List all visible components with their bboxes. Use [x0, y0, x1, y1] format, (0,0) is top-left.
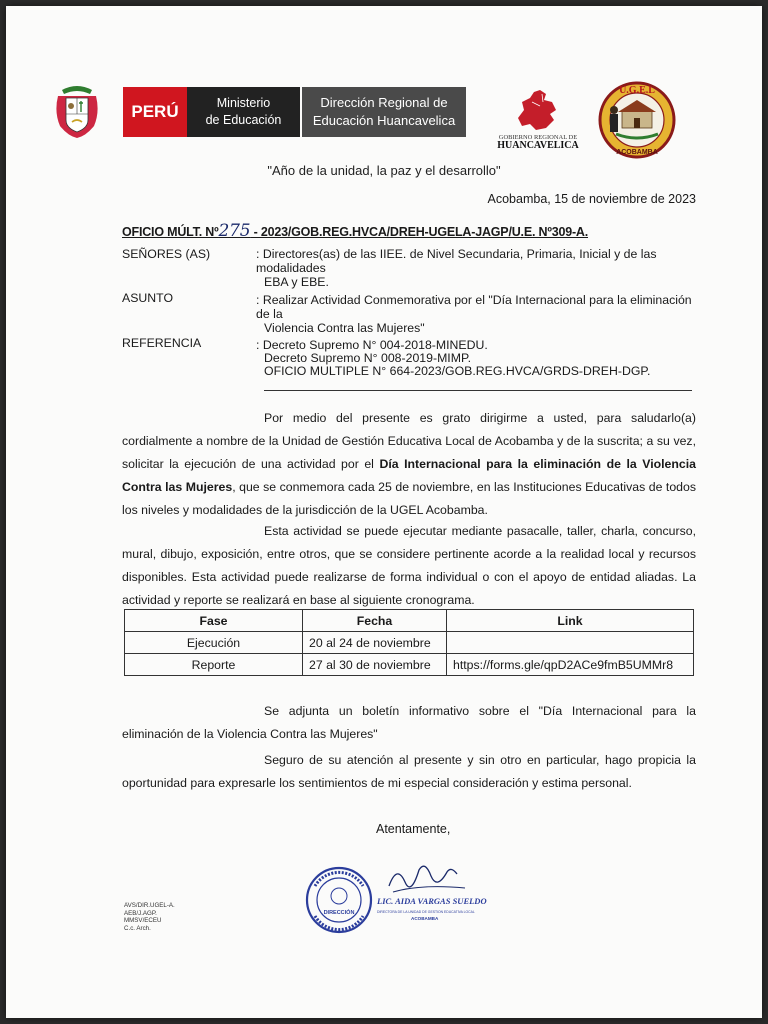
- p1-text-b: , que se conmemora cada 25 de noviembre, en las Instituciones Educativas de todos los niveles y modalidades de la jurisdicción de la UGEL Acobamba.: [122, 480, 696, 517]
- p2-text: Esta actividad se puede ejecutar mediante pasacalle, taller, charla, concurso, mural, dibujo, exposición, entre otros, que se considere pertinente acorde a la realidad local y recursos disponibles. Esta actividad puede realizarse de forma individual o con el apoyo de entidad aliadas. La actividad y reporte se realizará en base al siguiente cronograma.: [122, 524, 696, 607]
- referencia-label: REFERENCIA: [122, 336, 202, 350]
- direccion-line1: Dirección Regional de: [320, 95, 448, 110]
- body-paragraph-3: [122, 700, 696, 746]
- referencia-value: [256, 339, 696, 378]
- gobierno-regional-logo: [490, 88, 586, 154]
- p1-bold: Día Internacional para la eliminación de la Violencia Contra las Mujeres: [122, 457, 696, 494]
- body-paragraph-2: [122, 520, 696, 612]
- oficio-handwritten-number: 275: [218, 221, 251, 241]
- table-cell: [447, 632, 694, 654]
- oficio-prefix: OFICIO MÚLT. Nº: [122, 225, 219, 239]
- ministerio-line1: Ministerio: [216, 96, 271, 110]
- footer-initials: [124, 902, 175, 932]
- direccion-regional-label: [302, 87, 466, 137]
- asunto-line1: : Realizar Actividad Conmemorativa por el "Día Internacional para la eliminación de la: [256, 293, 692, 321]
- table-cell: 27 al 30 de noviembre: [303, 654, 447, 676]
- svg-text:U.G.E.L: U.G.E.L: [619, 85, 655, 96]
- schedule-table: [124, 609, 694, 676]
- document-page: [6, 6, 762, 1018]
- table-cell: 20 al 24 de noviembre: [303, 632, 447, 654]
- table-header-fase: Fase: [125, 610, 303, 632]
- svg-text:LIC. AIDA VARGAS SUELDO: LIC. AIDA VARGAS SUELDO: [377, 896, 487, 906]
- table-cell: Reporte: [125, 654, 303, 676]
- table-row: [125, 654, 694, 676]
- peru-coat-of-arms-icon: [54, 82, 100, 140]
- oficio-reference: [122, 221, 588, 241]
- senores-label: SEÑORES (AS): [122, 247, 211, 261]
- svg-text:DIRECCIÓN: DIRECCIÓN: [323, 910, 355, 916]
- direccion-line2: Educación Huancavelica: [312, 113, 456, 128]
- senores-line1: : Directores(as) de las IIEE. de Nivel Secundaria, Primaria, Inicial y de las modalidades: [256, 247, 657, 275]
- p4-text: Seguro de su atención al presente y sin otro en particular, hago propicia la oportunidad para expresarle los sentimientos de mi especial consideración y estima personal.: [122, 753, 696, 790]
- asunto-value: [256, 293, 696, 335]
- initials-line: AEB/J.AGP.: [124, 909, 157, 917]
- peru-label: PERÚ: [123, 87, 187, 137]
- gobierno-text: GOBIERNO REGIONAL DE: [498, 134, 578, 141]
- p1-text-a: Por medio del presente es grato dirigirme a usted, para saludarlo(a) cordialmente a nombre de la Unidad de Gestión Educativa Local de Acobamba y de la suscrita; a su vez, solicitar la ejecución de una actividad por el: [122, 411, 696, 471]
- body-paragraph-1: [122, 407, 696, 522]
- senores-value: [256, 247, 696, 289]
- document-date: Acobamba, 15 de noviembre de 2023: [487, 192, 696, 206]
- ministerio-label: [187, 87, 300, 137]
- table-header-row: [125, 610, 694, 632]
- svg-text:ACOBAMBA: ACOBAMBA: [411, 916, 439, 921]
- year-motto: "Año de la unidad, la paz y el desarrollo": [267, 163, 501, 178]
- signature-and-seal: [301, 856, 491, 936]
- closing-text: Atentamente,: [376, 822, 451, 836]
- asunto-label: ASUNTO: [122, 291, 174, 305]
- initials-line: MMSV/ECEU: [124, 917, 162, 924]
- initials-line: AVS/DIR.UGEL-A.: [124, 902, 175, 909]
- table-cell: Ejecución: [125, 632, 303, 654]
- official-seal-icon: [307, 868, 371, 932]
- initials-line: C.c. Arch.: [124, 924, 151, 932]
- oficio-suffix: - 2023/GOB.REG.HVCA/DREH-UGELA-JAGP/U.E. Nº309-A.: [250, 225, 589, 239]
- p3-text: Se adjunta un boletín informativo sobre el "Día Internacional para la eliminación de la Violencia Contra las Mujeres": [122, 704, 696, 741]
- referencia-line2: Decreto Supremo N° 008-2019-MIMP.: [264, 351, 471, 365]
- ministerio-line2: de Educación: [205, 113, 282, 127]
- handwritten-signature-icon: [389, 866, 465, 892]
- huancavelica-text: HUANCAVELICA: [497, 140, 579, 151]
- huancavelica-map-icon: [512, 88, 564, 134]
- table-header-fecha: Fecha: [303, 610, 447, 632]
- referencia-line1: : Decreto Supremo N° 004-2018-MINEDU.: [256, 338, 488, 352]
- referencia-line3: OFICIO MULTIPLE N° 664-2023/GOB.REG.HVCA/GRDS-DREH-DGP.: [264, 364, 651, 378]
- asunto-line2: Violencia Contra las Mujeres": [264, 321, 425, 335]
- senores-line2: EBA y EBE.: [264, 275, 329, 289]
- svg-text:ACOBAMBA: ACOBAMBA: [616, 149, 658, 156]
- table-header-link: Link: [447, 610, 694, 632]
- table-row: [125, 632, 694, 654]
- separator-line: [264, 390, 692, 391]
- ugel-acobamba-logo-icon: [596, 80, 678, 160]
- body-paragraph-4: [122, 749, 696, 795]
- report-link[interactable]: https://forms.gle/qpD2ACe9fmB5UMMr8: [447, 654, 694, 676]
- svg-text:DIRECTORA DE LA UNIDAD DE GEST: DIRECTORA DE LA UNIDAD DE GESTION EDUCATIVA LOCAL: [377, 910, 475, 914]
